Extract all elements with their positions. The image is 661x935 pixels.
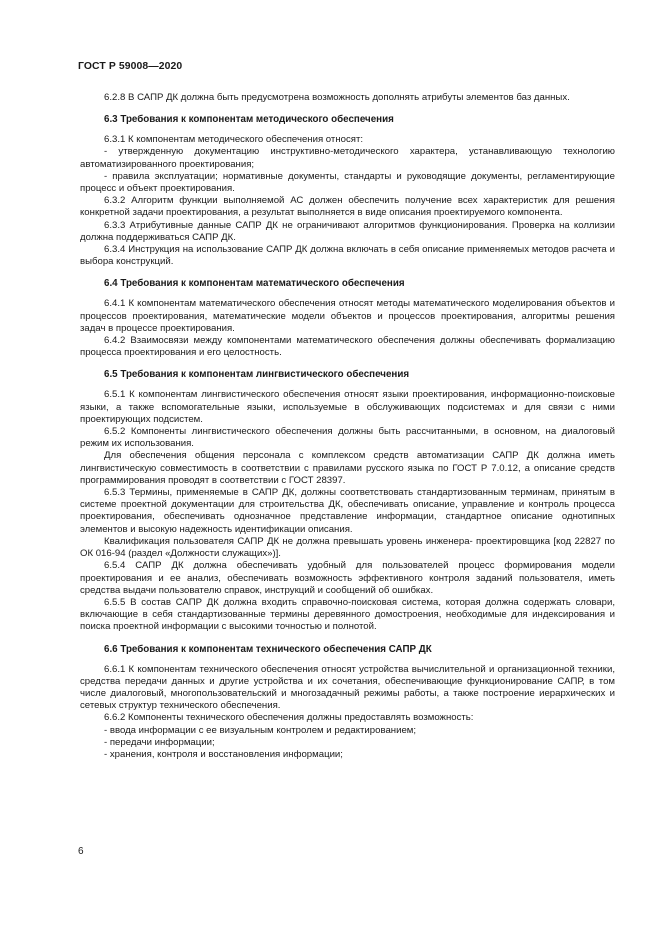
paragraph-6-5-5: 6.5.5 В состав САПР ДК должна входить справочно-поисковая система, которая должна содержать словари, включающие в себя стандартизованные термины деревянного домостроения, необходимые для индексирования и поиска проектной информации с высокими точностью и полнотой.	[80, 596, 615, 633]
section-heading-6-4: 6.4 Требования к компонентам математического обеспечения	[104, 278, 405, 290]
list-item-operation-rules: - правила эксплуатации; нормативные документы, стандарты и руководящие документы, регламентирующие процесс и объект проектирования.	[80, 170, 615, 195]
paragraph-6-4-2: 6.4.2 Взаимосвязи между компонентами математического обеспечения должны обеспечивать формализацию процесса проектирования и его целостность.	[80, 335, 615, 359]
paragraph-6-3-4: 6.3.4 Инструкция на использование САПР ДК должна включать в себя описание применяемых методов расчета и выбора конструкций.	[80, 244, 615, 268]
paragraph-6-3-3: 6.3.3 Атрибутивные данные САПР ДК не ограничивают алгоритмов функционирования. Проверка на коллизии должна поддерживаться САПР ДК.	[80, 219, 615, 243]
paragraph-6-3-1: 6.3.1 К компонентам методического обеспечения относят:	[104, 134, 364, 146]
section-heading-6-6: 6.6 Требования к компонентам технического обеспечения САПР ДК	[104, 643, 432, 655]
paragraph-6-6-2: 6.6.2 Компоненты технического обеспечения должны предоставлять возможность:	[104, 712, 474, 724]
section-heading-6-3: 6.3 Требования к компонентам методического обеспечения	[104, 114, 394, 126]
paragraph-6-3-2: 6.3.2 Алгоритм функции выполняемой АС должен обеспечить получение всех характеристик для решения конкретной задачи проектирования, а результат выполняется в виде описания проектируемого компонента.	[80, 195, 615, 219]
list-item-methodical-docs: - утвержденную документацию инструктивно-методического характера, устанавливающую технологию автоматизированного проектирования;	[80, 146, 615, 170]
paragraph-6-2-8: 6.2.8 В САПР ДК должна быть предусмотрена возможность дополнять атрибуты элементов баз данных.	[104, 92, 570, 103]
list-item-input: - ввода информации с ее визуальным контролем и редактированием;	[104, 724, 417, 736]
paragraph-6-4-1: 6.4.1 К компонентам математического обеспечения относят методы математического моделирования объектов и процессов проектирования, математические модели объектов и процессов проектирования, алгоритмы решения задач в процессе проектирования.	[80, 298, 615, 334]
section-heading-6-5: 6.5 Требования к компонентам лингвистического обеспечения	[104, 369, 410, 381]
paragraph-user-qualification: Квалификация пользователя САПР ДК не должна превышать уровень инженера- проектировщика [код 22827 по ОК 016-94 (раздел «Должности служащих»)].	[80, 535, 615, 560]
page-body	[80, 92, 615, 761]
page-number: 6	[78, 846, 84, 857]
paragraph-6-5-4: 6.5.4 САПР ДК должна обеспечивать удобный для пользователей процесс формирования модели проектирования и ее анализ, обеспечивать возможность эффективного контроля заданий пользователя, иметь средства выдачи пользователю справок, инструкций и сообщений об ошибках.	[80, 560, 615, 596]
page-header-standard: ГОСТ Р 59008—2020	[78, 61, 183, 72]
paragraph-6-5-3: 6.5.3 Термины, применяемые в САПР ДК, должны соответствовать стандартизованным терминам, принятым в системе проектной документации для строительства ДК, обеспечивать описание, управление и контроль процесса проектирования, обеспечивать однозначное представление информации, стандартное описание однотипных элементов и высокую надежность идентификации описания.	[80, 487, 615, 535]
list-item-transfer: - передачи информации;	[104, 736, 215, 748]
paragraph-6-5-1: 6.5.1 К компонентам лингвистического обеспечения относят языки проектирования, информационно-поисковые языки, а также вспомогательные языки, используемые в обслуживающих подсистемах и для связи с ними проектирующих подсистем.	[80, 389, 615, 425]
list-item-storage: - хранения, контроля и восстановления информации;	[104, 748, 343, 760]
paragraph-personnel-communication: Для обеспечения общения персонала с комплексом средств автоматизации САПР ДК должна иметь лингвистическую совместимость в соответствии с правилами русского языка по ГОСТ Р 7.0.12, а описание средств программирования проводят в соответствии с ГОСТ 28397.	[80, 450, 615, 486]
paragraph-6-5-2: 6.5.2 Компоненты лингвистического обеспечения должны быть рассчитанными, в основном, на диалоговый режим их использования.	[80, 426, 615, 450]
paragraph-6-6-1: 6.6.1 К компонентам технического обеспечения относят устройства вычислительной и организационной техники, средства передачи данных и другие устройства и их сочетания, обеспечивающие функционирование САПР, в том числе диалоговый, многопользовательский и многозадачный режимы работы, а также построение иерархических и сетевых структур технического обеспечения.	[80, 663, 615, 712]
